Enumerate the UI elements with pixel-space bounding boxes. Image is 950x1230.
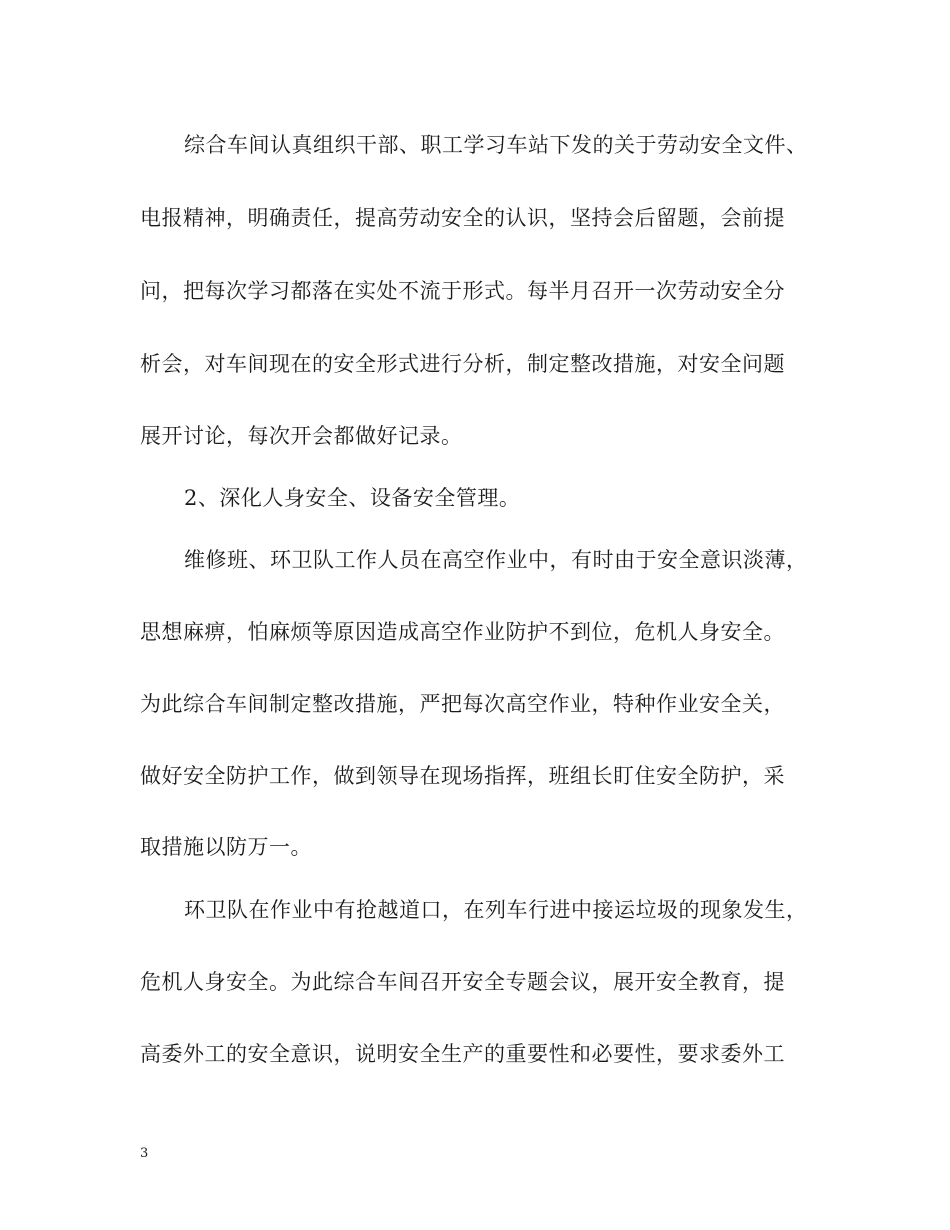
paragraph-line: 为此综合车间制定整改措施，严把每次高空作业，特种作业安全关，: [140, 692, 785, 716]
paragraph-line: 环卫队在作业中有抢越道口，在列车行进中接运垃圾的现象发生，: [184, 898, 808, 922]
paragraph-line: 综合车间认真组织干部、职工学习车站下发的关于劳动安全文件、: [184, 133, 808, 157]
paragraph-line: 做好安全防护工作，做到领导在现场指挥，班组长盯住安全防护，采: [140, 764, 785, 788]
paragraph-line: 维修班、环卫队工作人员在高空作业中，有时由于安全意识淡薄，: [184, 548, 808, 572]
paragraph-line: 危机人身安全。为此综合车间召开安全专题会议，展开安全教育，提: [140, 970, 785, 994]
section-heading: 2、深化人身安全、设备安全管理。: [184, 486, 521, 510]
paragraph-line: 展开讨论，每次开会都做好记录。: [140, 424, 463, 448]
paragraph-line: 问，把每次学习都落在实处不流于形式。每半月召开一次劳动安全分: [140, 279, 785, 303]
paragraph-line: 电报精神，明确责任，提高劳动安全的认识，坚持会后留题，会前提: [140, 206, 785, 230]
paragraph-line: 析会，对车间现在的安全形式进行分析，制定整改措施，对安全问题: [140, 352, 785, 376]
paragraph-line: 取措施以防万一。: [140, 835, 312, 859]
page-number: 3: [140, 1146, 149, 1161]
paragraph-line: 高委外工的安全意识，说明安全生产的重要性和必要性，要求委外工: [140, 1042, 785, 1066]
paragraph-line: 思想麻痹，怕麻烦等原因造成高空作业防护不到位，危机人身安全。: [140, 620, 785, 644]
